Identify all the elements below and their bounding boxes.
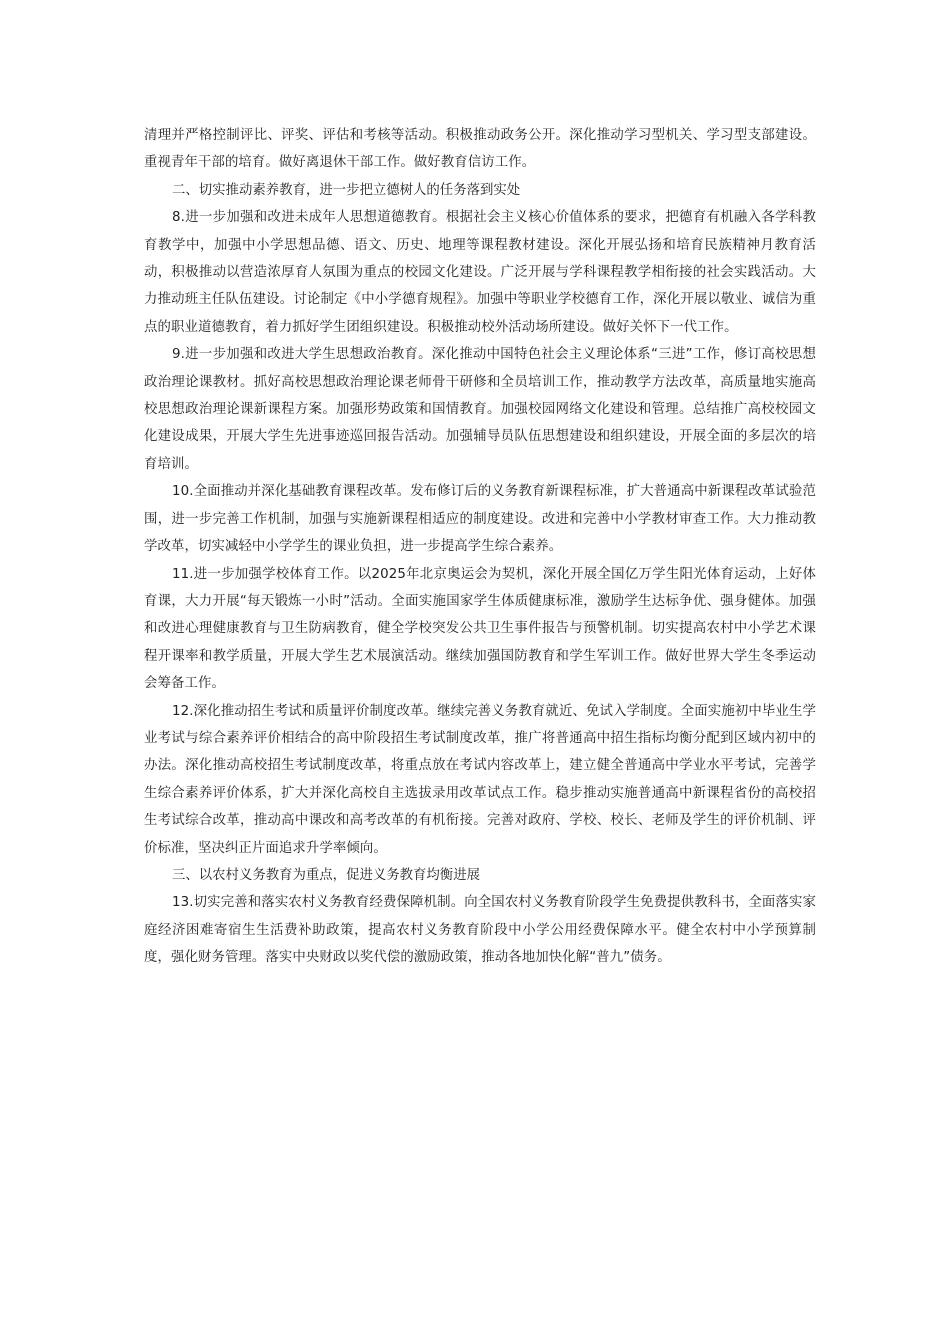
paragraph-item-13: 13.切实完善和落实农村义务教育经费保障机制。向全国农村义务教育阶段学生免费提供教科书，全面落实家庭经济困难寄宿生生活费补助政策，提高农村义务教育阶段中小学公用经费保障水平。健全农村中小学预算制度，强化财务管理。落实中央财政以奖代偿的激励政策，推动各地加快化解“普九”债务。 (144, 895, 816, 966)
paragraph-item-9: 9.进一步加强和改进大学生思想政治教育。深化推动中国特色社会主义理论体系“三进”工作，修订高校思想政治理论课教材。抓好高校思想政治理论课老师骨干研修和全员培训工作，推动教学方法改革，高质量地实施高校思想政治理论课新课程方案。加强形势政策和国情教育。加强校园网络文化建设和管理。总结推广高校校园文化建设成果，开展大学生先进事迹巡回报告活动。加强辅导员队伍思想建设和组织建设，开展全面的多层次的培育培训。 (144, 347, 816, 472)
section-heading-2: 二、切实推动素养教育，进一步把立德树人的任务落到实处 (172, 182, 521, 198)
document-body (144, 122, 816, 972)
section-heading-3: 三、以农村义务教育为重点，促进义务教育均衡进展 (172, 867, 480, 883)
paragraph-item-8: 8.进一步加强和改进未成年人思想道德教育。根据社会主义核心价值体系的要求，把德育有机融入各学科教育教学中，加强中小学思想品德、语文、历史、地理等课程教材建设。深化开展弘扬和培育民族精神月教育活动，积极推动以营造浓厚育人氛围为重点的校园文化建设。广泛开展与学科课程教学相衔接的社会实践活动。大力推动班主任队伍建设。讨论制定《中小学德育规程》。加强中等职业学校德育工作，深化开展以敬业、诚信为重点的职业道德教育，着力抓好学生团组织建设。积极推动校外活动场所建设。做好关怀下一代工作。 (144, 210, 816, 335)
paragraph-item-10: 10.全面推动并深化基础教育课程改革。发布修订后的义务教育新课程标准，扩大普通高中新课程改革试验范围，进一步完善工作机制，加强与实施新课程相适应的制度建设。改进和完善中小学教材审查工作。大力推动教学改革，切实减轻中小学学生的课业负担，进一步提高学生综合素养。 (144, 484, 816, 555)
paragraph-continuation: 清理并严格控制评比、评奖、评估和考核等活动。积极推动政务公开。深化推动学习型机关、学习型支部建设。重视青年干部的培育。做好离退休干部工作。做好教育信访工作。 (144, 128, 816, 171)
paragraph-item-12: 12.深化推动招生考试和质量评价制度改革。继续完善义务教育就近、免试入学制度。全面实施初中毕业生学业考试与综合素养评价相结合的高中阶段招生考试制度改革，推广将普通高中招生指标均衡分配到区域内初中的办法。深化推动高校招生考试制度改革，将重点放在考试内容改革上，建立健全普通高中学业水平考试，完善学生综合素养评价体系，扩大并深化高校自主选拔录用改革试点工作。稳步推动实施普通高中新课程省份的高校招生考试综合改革，推动高中课改和高考改革的有机衔接。完善对政府、学校、校长、老师及学生的评价机制、评价标准，坚决纠正片面追求升学率倾向。 (144, 703, 816, 856)
paragraph-item-11: 11.进一步加强学校体育工作。以2025年北京奥运会为契机，深化开展全国亿万学生阳光体育运动，上好体育课，大力开展“每天锻炼一小时”活动。全面实施国家学生体质健康标准，激励学生达标争优、强身健体。加强和改进心理健康教育与卫生防病教育，健全学校突发公共卫生事件报告与预警机制。切实提高农村中小学艺术课程开课率和教学质量，开展大学生艺术展演活动。继续加强国防教育和学生军训工作。做好世界大学生冬季运动会筹备工作。 (144, 566, 816, 692)
